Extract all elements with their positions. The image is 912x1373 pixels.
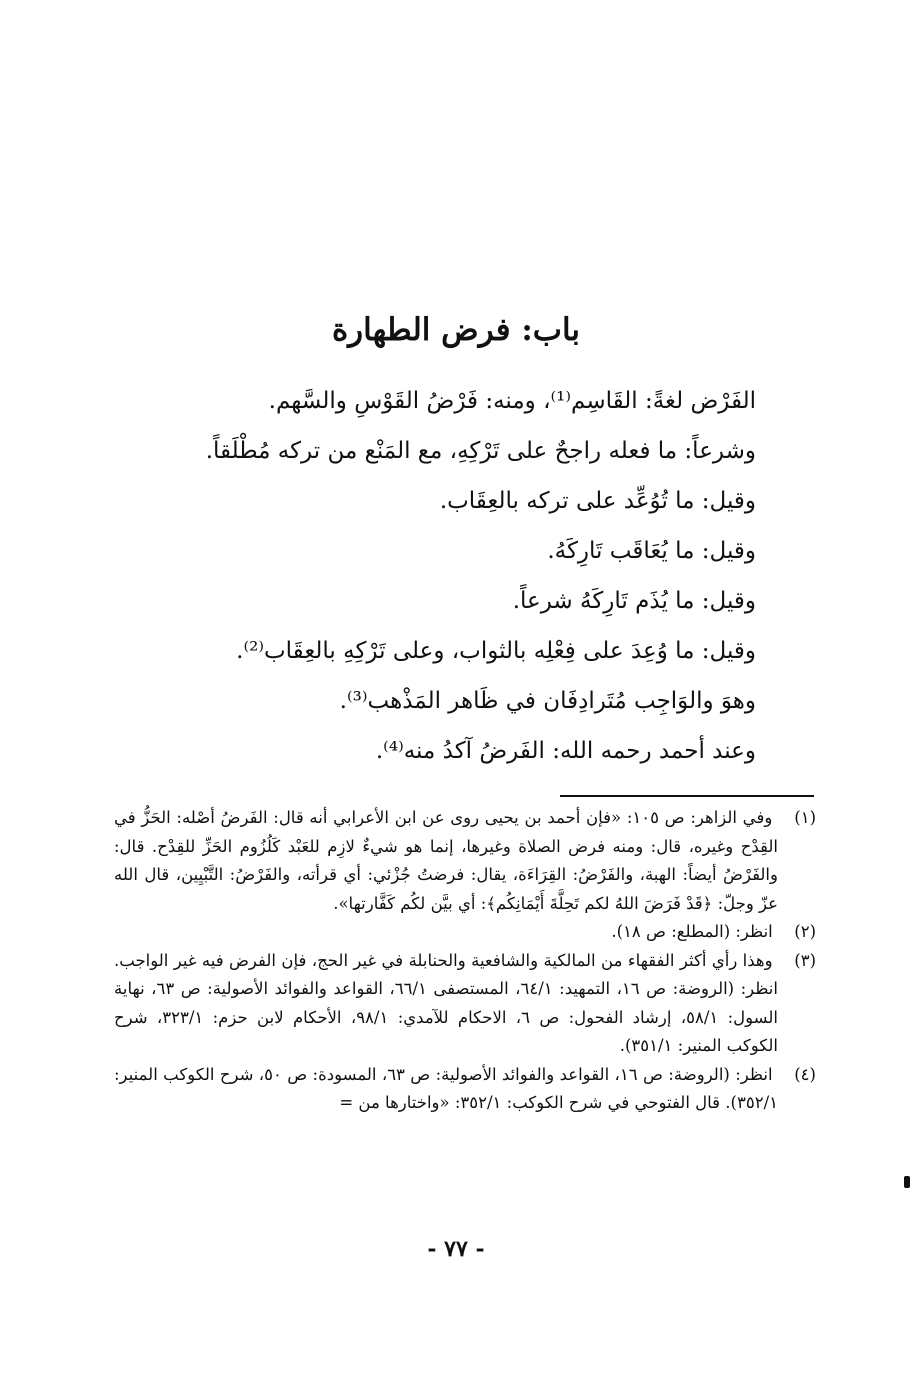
footnote-number: (٢) (794, 922, 816, 941)
text-line: وقيل: ما تُوُعِّد على تركه بالعِقَاب. (439, 488, 756, 514)
text-line: وشرعاً: ما فعله راجحٌ على تَرْكِهِ، مع المَنْع من تركه مُطْلَقاً. (205, 438, 756, 464)
footnotes (114, 804, 816, 1118)
text-line: وهوَ والوَاجِب مُتَرادِفَان في ظَاهر المَذْهب⁽³⁾. (339, 688, 756, 714)
main-text (136, 376, 756, 776)
footnote-separator (560, 795, 814, 797)
text-line: وقيل: ما يُذَم تَارِكَهُ شرعاً. (512, 588, 756, 614)
chapter-title: باب: فرض الطهارة (331, 312, 581, 348)
footnote-1 (114, 804, 816, 918)
scan-edge-mark (904, 1176, 910, 1188)
footnote-number: (٣) (794, 950, 817, 970)
footnote-number: (٤) (794, 1064, 816, 1084)
footnote-3 (114, 947, 816, 1061)
page-number: - ٧٧ - (427, 1236, 485, 1262)
footnote-number: (١) (794, 808, 816, 827)
footnote-2 (114, 918, 816, 947)
footnote-text: انظر: (الروضة: ص ١٦، القواعد والفوائد الأصولية: ص ٦٣، المسودة: ص ٥٠، شرح الكوكب المنير: ٣٥٢/١). قال الفتوحي في شرح الكوكب: ٣٥٢/١: «واختارها من = (114, 1064, 778, 1112)
text-line: الفَرْض لغةً: القَاسِم⁽¹⁾، ومنه: فَرْضُ القَوْسِ والسَّهم. (268, 388, 756, 414)
footnote-text: وهذا رأي أكثر الفقهاء من المالكية والشافعية والحنابلة في غير الحج، فإن الفرض فيه غير الواجب. انظر: (الروضة: ص ١٦، التمهيد: ٦٤/١، المستصفى ٦٦/١، القواعد والفوائد الأصولية: ص ٦٣، نهاية السول: ٥٨/١، إرشاد الفحول: ص ٦، الاحكام للآمدي: ٩٨/١، الأحكام لابن حزم: ٣٢٣/١، شرح الكوكب المنير: ٣٥١/١). (114, 950, 778, 1055)
footnote-4 (114, 1061, 816, 1118)
footnote-text: انظر: (المطلع: ص ١٨). (611, 922, 773, 941)
text-line: وعند أحمد رحمه الله: الفَرضُ آكدُ منه⁽⁴⁾. (375, 738, 756, 764)
text-line: وقيل: ما وُعِدَ على فِعْلِه بالثواب، وعلى تَرْكِهِ بالعِقَاب⁽²⁾. (236, 638, 756, 664)
text-line: وقيل: ما يُعَاقَب تَارِكَهُ. (547, 538, 756, 564)
footnote-text: وفي الزاهر: ص ١٠٥: «فإن أحمد بن يحيى روى عن ابن الأعرابي أنه قال: الفَرضُ أصْله: الحَزُّ في القِدْح وغيره، قال: ومنه فرض الصلاة وغيرها، إنما هو شيءٌ لازِم للعَبْد كَلُزُوم الحَزِّ للقِدْح. قال: والفَرْضُ أيضاً: الهبة، والفَرْضُ: القِرَاءَة، يقال: فرضتُ جُزْئي: أي قرأته، والفَرْضُ: التَّبْيِين، قال الله عزّ وجلّ: ﴿قَدْ فَرَضَ اللهُ لكم تَحِلَّةَ أَيْمَانِكُم﴾: أي بيَّن لكُم كَفَّارتها». (114, 808, 778, 913)
